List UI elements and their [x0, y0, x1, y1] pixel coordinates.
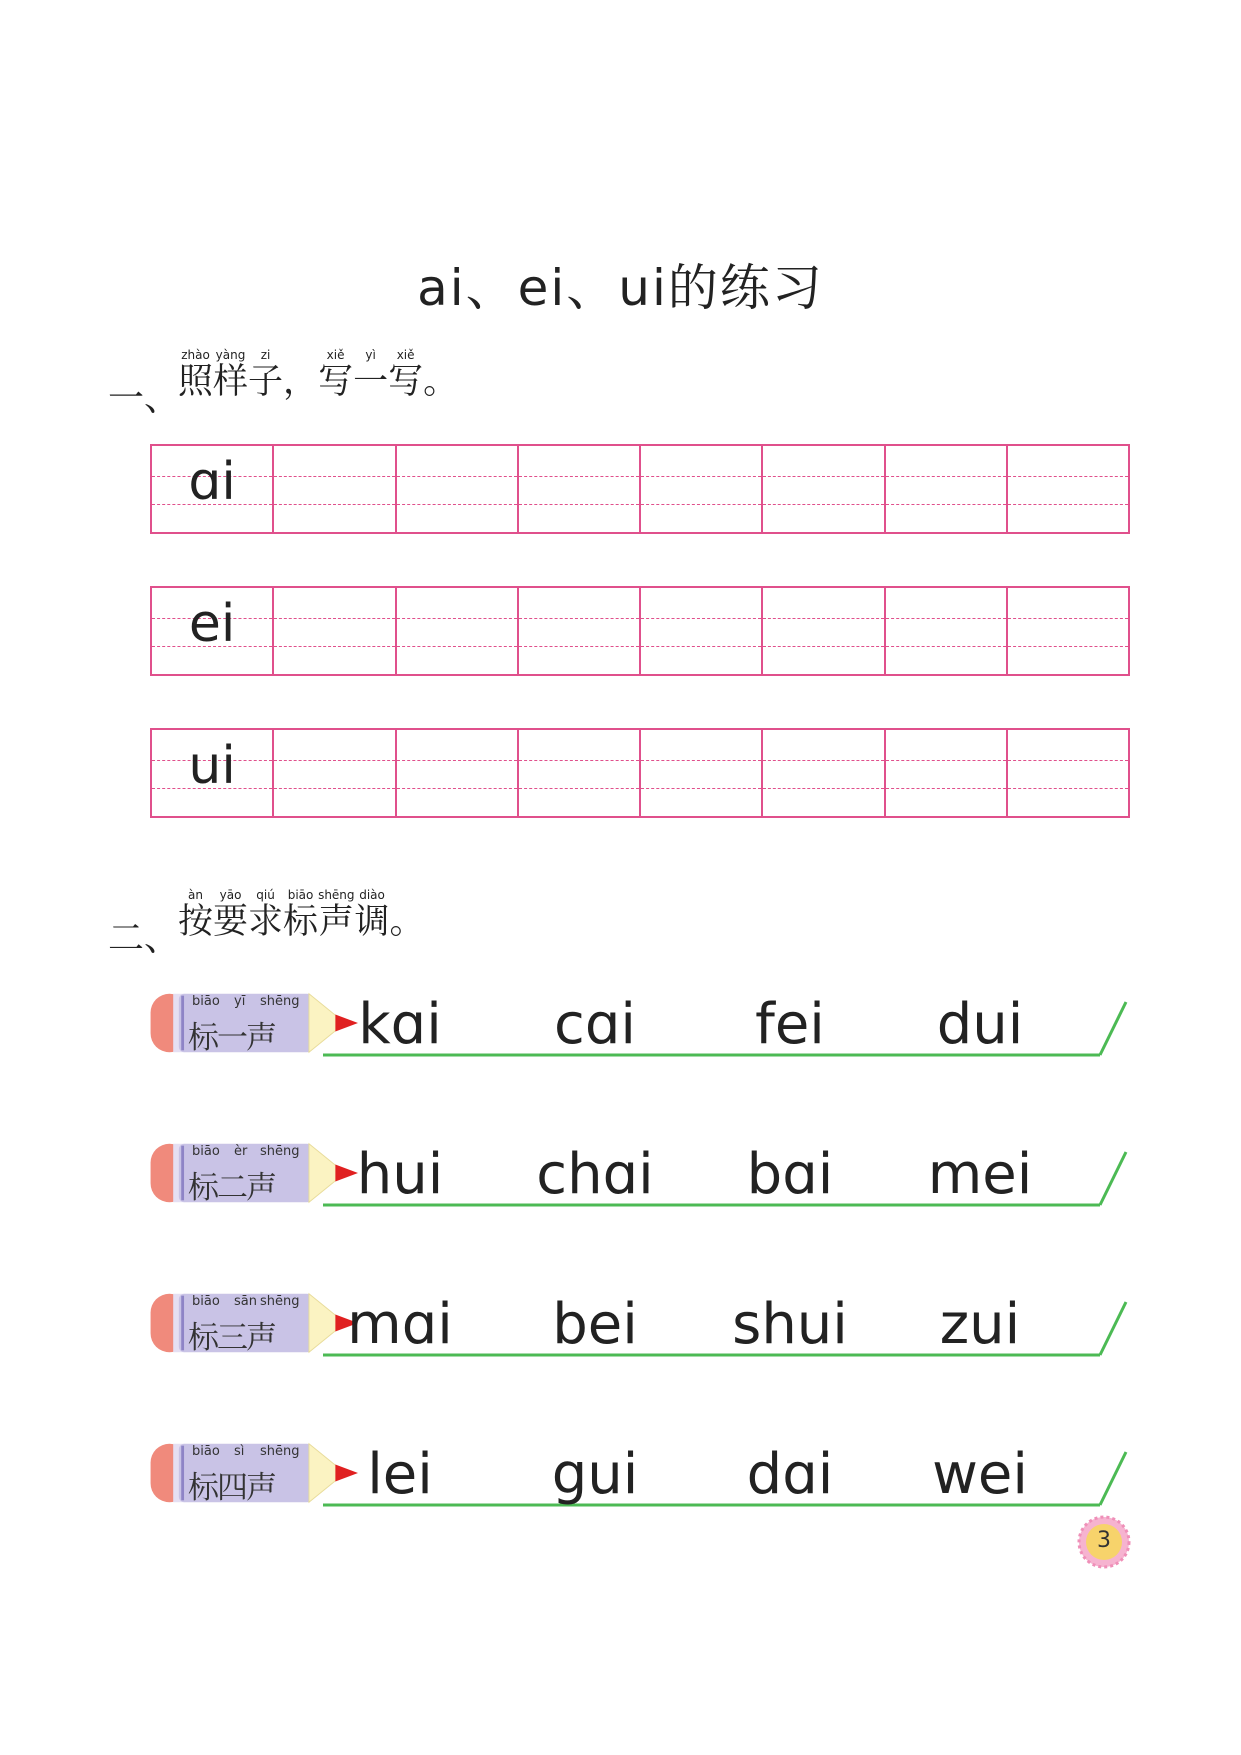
pinyin-annotation: biāo [192, 1444, 220, 1459]
pinyin-annotation: èr [234, 1144, 248, 1159]
instruction-character: 照 [178, 362, 214, 402]
section-instruction [178, 348, 458, 402]
syllable: shui [732, 1292, 848, 1357]
writing-cell[interactable] [641, 730, 763, 816]
pinyin-annotation: biāo [192, 1144, 220, 1159]
syllable: dɑi [746, 1442, 834, 1507]
syllable: fei [755, 992, 825, 1057]
writing-cell[interactable] [397, 446, 519, 532]
syllable: kɑi [358, 992, 442, 1057]
tone-label-text: 标二声 [188, 1170, 275, 1206]
sample-cell [152, 730, 274, 816]
instruction-word [388, 348, 423, 402]
sample-cell [152, 446, 274, 532]
instruction-word [318, 348, 353, 402]
pinyin-annotation: àn [188, 888, 203, 902]
instruction-word [353, 348, 388, 402]
syllable: bɑi [746, 1142, 834, 1207]
pinyin-annotation: shēng [260, 994, 300, 1009]
syllable: bei [552, 1292, 638, 1357]
syllable: dui [936, 992, 1024, 1057]
instruction-word [178, 888, 213, 942]
syllable: mei [927, 1142, 1033, 1207]
pinyin-annotation: zi [260, 348, 271, 362]
instruction-character: ， [283, 362, 319, 402]
syllable: mɑi [347, 1292, 453, 1357]
instruction-word [423, 348, 458, 402]
writing-cell[interactable] [519, 588, 641, 674]
syllable: zui [939, 1292, 1021, 1357]
instruction-word [390, 888, 425, 942]
instruction-character: 声 [318, 902, 354, 942]
pinyin-annotation: yāo [219, 888, 242, 902]
writing-cell[interactable] [1008, 730, 1128, 816]
writing-cell[interactable] [274, 446, 396, 532]
tone-row [148, 1290, 1128, 1360]
pinyin-annotation: shēng [260, 1144, 300, 1159]
instruction-character: 写 [318, 362, 354, 402]
writing-cell[interactable] [763, 446, 885, 532]
tone-label-text: 标四声 [188, 1470, 275, 1506]
pinyin-annotation: shēng [260, 1444, 300, 1459]
instruction-character: 一 [353, 362, 389, 402]
writing-cell[interactable] [397, 730, 519, 816]
sample-syllable: ui [188, 736, 236, 796]
pinyin-annotation: shēng [260, 1294, 300, 1309]
writing-cell[interactable] [886, 446, 1008, 532]
writing-cell[interactable] [1008, 588, 1128, 674]
writing-grid-row [150, 586, 1130, 676]
instruction-word [248, 888, 283, 942]
tone-row [148, 990, 1128, 1060]
instruction-character: 。 [389, 902, 425, 942]
writing-cell[interactable] [1008, 446, 1128, 532]
page-number-badge [1077, 1515, 1131, 1569]
writing-cell[interactable] [886, 730, 1008, 816]
syllable: hui [356, 1142, 444, 1207]
section-instruction [178, 888, 425, 942]
instruction-word [213, 888, 248, 942]
writing-cell[interactable] [763, 588, 885, 674]
pinyin-annotation: qiú [256, 888, 275, 902]
pinyin-annotation: xiě [326, 348, 345, 362]
tone-label-text: 标一声 [188, 1020, 275, 1056]
instruction-character: 要 [213, 902, 249, 942]
section-number: 二、 [108, 918, 181, 959]
page-title: ai、ei、ui的练习 [417, 259, 824, 317]
instruction-character: 求 [248, 902, 284, 942]
syllable: wei [932, 1442, 1028, 1507]
pinyin-annotation: diào [359, 888, 385, 902]
instruction-character: 子 [248, 362, 284, 402]
writing-cell[interactable] [763, 730, 885, 816]
instruction-word [283, 348, 318, 402]
instruction-word [355, 888, 390, 942]
syllable: chɑi [536, 1142, 654, 1207]
tone-label-text: 标三声 [188, 1320, 275, 1356]
pinyin-annotation: yī [234, 994, 246, 1009]
pinyin-annotation: yì [365, 348, 376, 362]
pinyin-annotation: sān [234, 1294, 257, 1309]
writing-cell[interactable] [886, 588, 1008, 674]
syllable: lei [367, 1442, 433, 1507]
instruction-character: 标 [283, 902, 319, 942]
instruction-character: 调 [354, 902, 390, 942]
instruction-character: 。 [423, 362, 459, 402]
sample-syllable: ei [188, 594, 236, 654]
pinyin-annotation: biāo [192, 1294, 220, 1309]
instruction-character: 样 [213, 362, 249, 402]
section-number: 一、 [108, 378, 181, 419]
writing-grid-row [150, 728, 1130, 818]
pinyin-annotation: sì [234, 1444, 245, 1459]
instruction-word [213, 348, 248, 402]
pinyin-annotation: shēng [318, 888, 355, 902]
writing-cell[interactable] [274, 730, 396, 816]
writing-cell[interactable] [519, 730, 641, 816]
instruction-word [178, 348, 213, 402]
pinyin-annotation: biāo [192, 994, 220, 1009]
writing-cell[interactable] [519, 446, 641, 532]
writing-cell[interactable] [397, 588, 519, 674]
tone-row [148, 1140, 1128, 1210]
instruction-word [283, 888, 318, 942]
sample-cell [152, 588, 274, 674]
pinyin-annotation: xiě [396, 348, 415, 362]
tone-row [148, 1440, 1128, 1510]
writing-cell[interactable] [641, 446, 763, 532]
instruction-character: 写 [388, 362, 424, 402]
page-number: 3 [1097, 1528, 1111, 1553]
syllable: cɑi [554, 992, 636, 1057]
writing-grid-row [150, 444, 1130, 534]
pinyin-annotation: biāo [287, 888, 314, 902]
syllable: gui [551, 1442, 639, 1507]
sample-syllable: ɑi [188, 452, 236, 512]
writing-cell[interactable] [641, 588, 763, 674]
instruction-word [248, 348, 283, 402]
pinyin-annotation: zhào [181, 348, 210, 362]
writing-cell[interactable] [274, 588, 396, 674]
instruction-word [318, 888, 354, 942]
pinyin-annotation: yàng [215, 348, 246, 362]
instruction-character: 按 [178, 902, 214, 942]
